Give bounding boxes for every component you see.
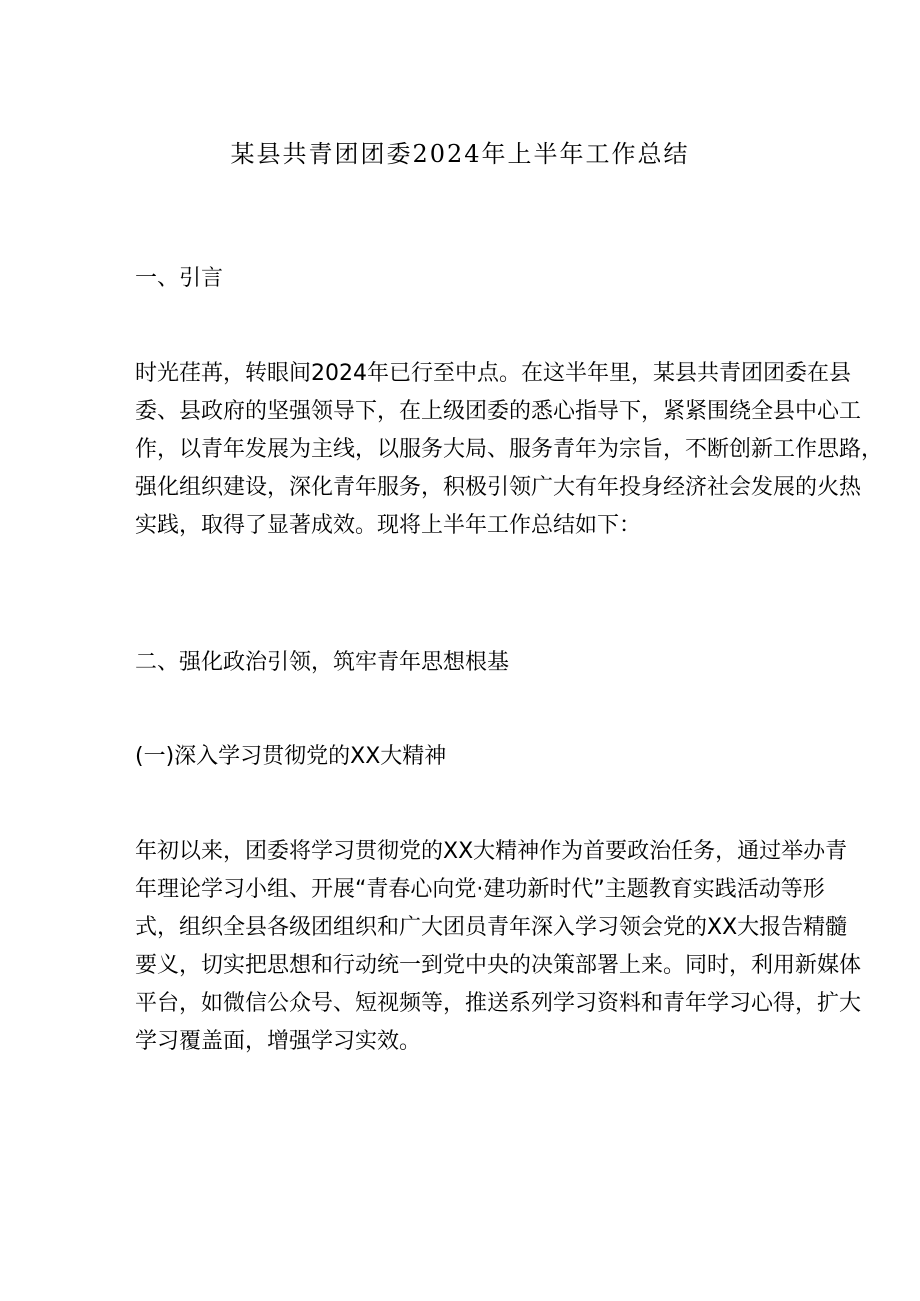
intro-paragraph (135, 355, 884, 545)
paragraph-line: 年初以来，团委将学习贯彻党的XX大精神作为首要政治任务，通过举办青 (135, 839, 848, 864)
paragraph-line: 式，组织全县各级团组织和广大团员青年深入学习领会党的XX大报告精髓 (135, 915, 848, 940)
paragraph-line: 要义，切实把思想和行动统一到党中央的决策部署上来。同时，利用新媒体 (135, 953, 862, 978)
study-paragraph (135, 833, 862, 1061)
section-heading-intro: 一、引言 (135, 266, 224, 291)
section-heading-political-guidance: 二、强化政治引领，筑牢青年思想根基 (135, 650, 510, 675)
paragraph-line: 作，以青年发展为主线，以服务大局、服务青年为宗旨，不断创新工作思路， (135, 437, 884, 462)
paragraph-line: 学习覆盖面，增强学习实效。 (135, 1029, 422, 1054)
paragraph-line: 实践，取得了显著成效。现将上半年工作总结如下： (135, 513, 642, 538)
paragraph-line: 强化组织建设，深化青年服务，积极引领广大有年投身经济社会发展的火热 (135, 475, 862, 500)
paragraph-line: 时光荏苒，转眼间2024年已行至中点。在这半年里，某县共青团团委在县 (135, 361, 851, 386)
paragraph-line: 平台，如微信公众号、短视频等，推送系列学习资料和青年学习心得，扩大 (135, 991, 862, 1016)
document-title: 某县共青团团委2024年上半年工作总结 (230, 140, 690, 168)
paragraph-line: 年理论学习小组、开展“青春心向党·建功新时代”主题教育实践活动等形 (135, 877, 825, 902)
paragraph-line: 委、县政府的坚强领导下，在上级团委的悉心指导下，紧紧围绕全县中心工 (135, 399, 862, 424)
subsection-heading-study: (一)深入学习贯彻党的XX大精神 (135, 744, 447, 769)
